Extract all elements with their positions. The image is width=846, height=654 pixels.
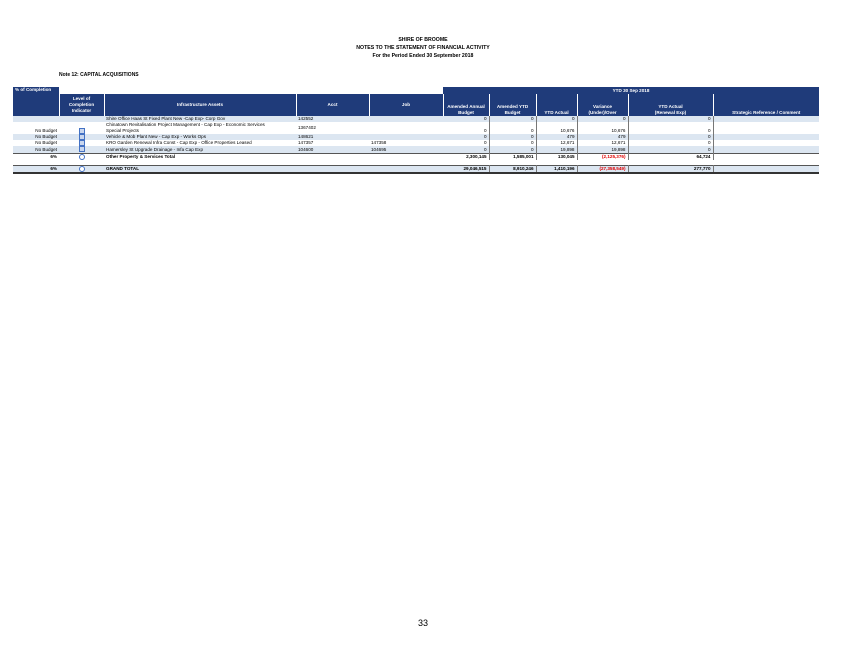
col-level-completion: Level of Completion Indicator [59,94,104,116]
table-row: No Budget Vehicle & Mob Plant New - Cap Exp - Works Ops 148621 0 0 479 479 0 [13,134,819,140]
col-ytd-actual: YTD Actual [536,94,577,116]
completion-indicator-icon [79,166,85,172]
col-amended-ytd-budget: Amended YTD Budget [489,94,536,116]
col-infrastructure-assets: Infrastructure Assets [104,94,296,116]
ytd-group-header: YTD 30 Sep 2018 [443,87,819,94]
report-period: For the Period Ended 30 September 2018 [372,53,474,59]
completion-indicator-icon [79,146,85,152]
completion-indicator-icon [79,128,85,134]
capital-acquisitions-table [13,87,819,174]
report-subtitle: NOTES TO THE STATEMENT OF FINANCIAL ACTIVITY [356,45,490,51]
table-row: No Budget Hamersley St Upgrade Drainage - Infa Cap Exp 104600 104695 0 0 19,898 19,898 0 [13,146,819,153]
page-number: 33 [417,618,428,628]
col-amended-annual-budget: Amended Annual Budget [443,94,489,116]
table-row: No Budget Chinatown Revitalisation Project Management - Cap Exp - Economic Services Special Projects 1367402 0 0 10,676 10,676 0 [13,122,819,134]
table-row: Shire Office Haas St Fixed Plant New -Cap Exp- Corp Gov 142552 0 0 0 0 0 [13,116,819,122]
col-pct-completion: % of Completion [13,87,59,116]
completion-indicator-icon [79,134,85,140]
col-strategic-comment: Strategic Reference / Comment [713,94,819,116]
grand-total-row: 6% GRAND TOTAL 29,046,515 8,910,246 1,410,196 (27,358,549) 277,770 [13,165,819,173]
col-ytd-actual-renewal: YTD Actual (Renewal Exp) [628,94,713,116]
note-title: Note 12: CAPITAL ACQUISITIONS [59,72,139,78]
col-job: Job [369,94,443,116]
col-acct: Acct [296,94,369,116]
subtotal-row: 6% Other Property & Services Total 2,300,145 1,585,001 130,045 (2,125,376) 64,724 [13,153,819,160]
org-title: SHIRE OF BROOME [398,37,448,43]
completion-indicator-icon [79,140,85,146]
col-variance: Variance (Under)/Over [577,94,628,116]
table-row: No Budget KRO Garden Renewal Infra Const - Cap Exp - Office Properties Leased 147357 147358 0 0 12,671 12,671 0 [13,140,819,146]
completion-indicator-icon [79,154,85,160]
